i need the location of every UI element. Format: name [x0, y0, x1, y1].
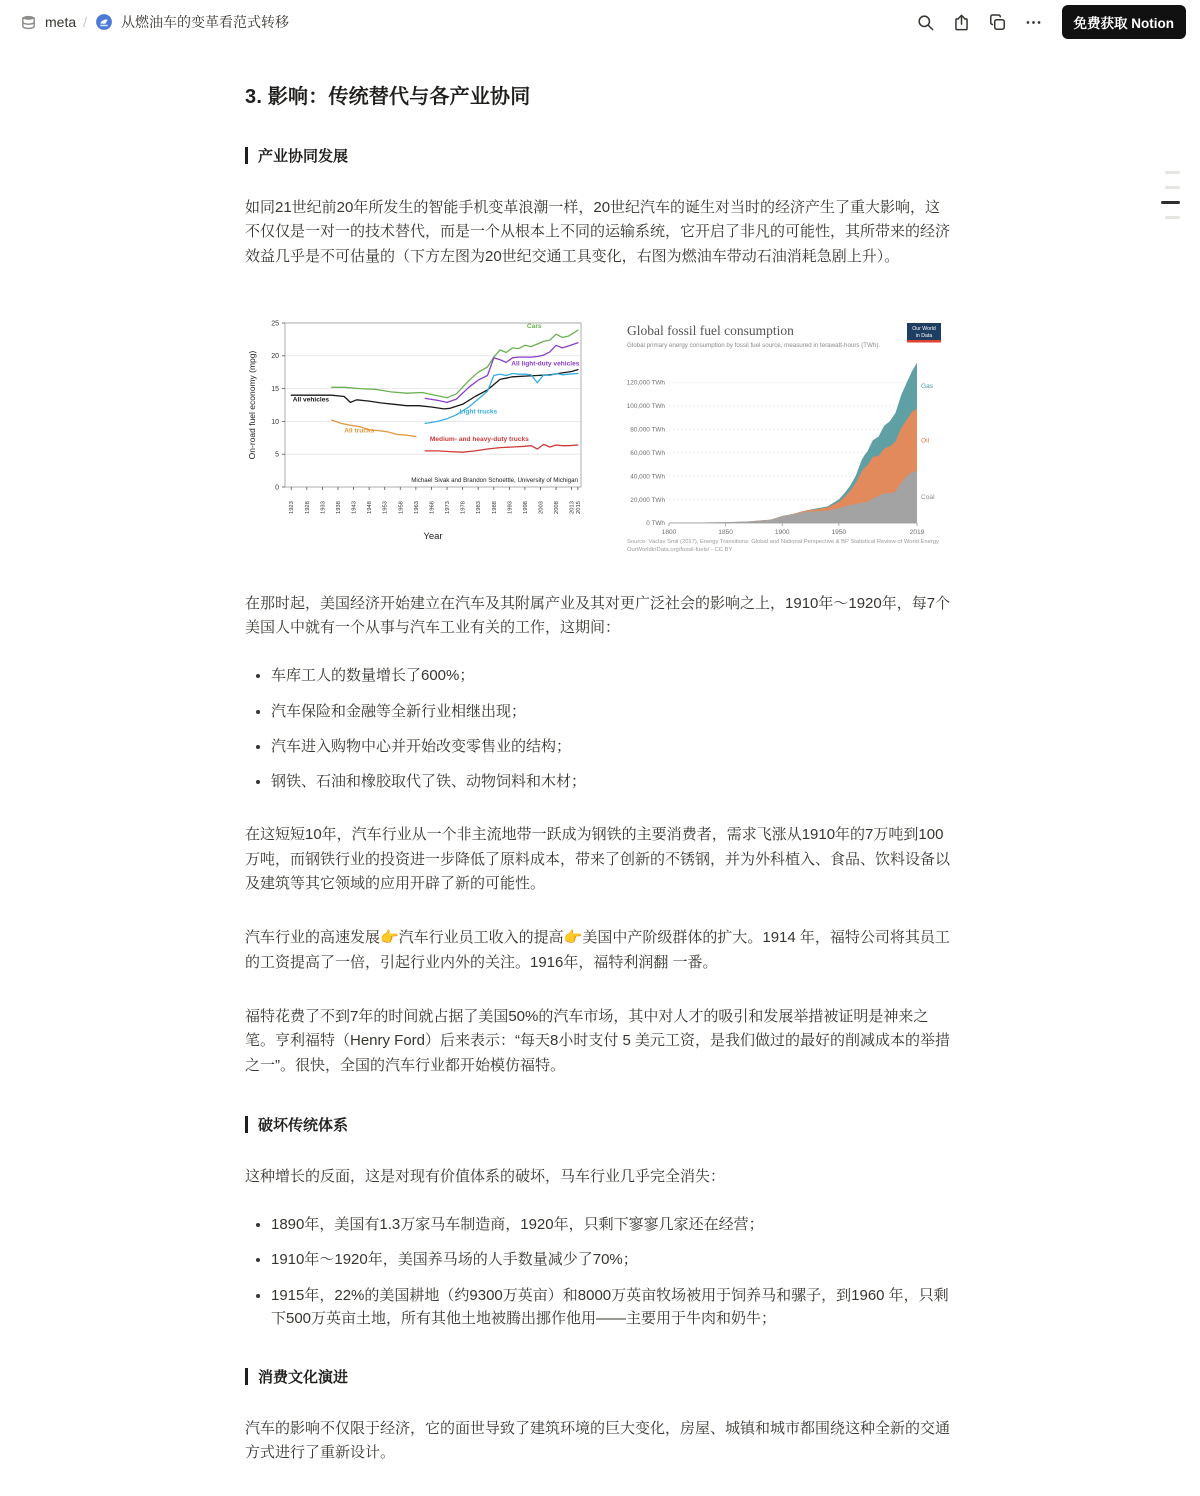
get-notion-button[interactable]: 免费获取 Notion: [1062, 5, 1187, 39]
svg-text:2008: 2008: [554, 500, 561, 514]
search-icon[interactable]: [916, 12, 936, 32]
list-item: • 车库工人的数量增长了600%；: [271, 664, 955, 687]
svg-text:1938: 1938: [335, 500, 342, 514]
svg-text:1998: 1998: [522, 500, 529, 514]
svg-text:1958: 1958: [398, 500, 405, 514]
svg-text:5: 5: [275, 451, 279, 459]
svg-text:1968: 1968: [429, 500, 436, 514]
svg-text:Gas: Gas: [921, 382, 934, 390]
svg-text:1953: 1953: [382, 500, 389, 514]
svg-text:2003: 2003: [538, 500, 545, 514]
paragraph: 这种增长的反面，这是对现有价值体系的破坏，马车行业几乎完全消失：: [245, 1167, 726, 1185]
list-item: • 汽车进入购物中心并开始改变零售业的结构；: [271, 735, 955, 758]
svg-text:2015: 2015: [575, 500, 582, 514]
svg-text:0: 0: [275, 484, 279, 492]
svg-text:10: 10: [271, 418, 279, 426]
page-heading: 3. 影响：传统替代与各产业协同: [245, 86, 531, 108]
toc-line-active[interactable]: [1161, 201, 1180, 204]
more-icon[interactable]: [1024, 12, 1044, 32]
svg-text:1948: 1948: [367, 500, 374, 514]
svg-text:1923: 1923: [289, 500, 296, 514]
svg-text:1973: 1973: [445, 500, 452, 514]
toc-line[interactable]: [1165, 171, 1180, 174]
svg-text:20,000 TWh: 20,000 TWh: [630, 496, 665, 504]
duplicate-icon[interactable]: [988, 12, 1008, 32]
paragraph: 福特花费了不到7年的时间就占据了美国50%的汽车市场，其中对人才的吸引和发展举措被证明是神来之笔。亨利福特（Henry Ford）后来表示：“每天8小时支付 5 美元工资，是我们做过的最好的削减成本的举措之一”。很快，全国的汽车行业都开始模仿福特。: [245, 1007, 951, 1074]
svg-text:1983: 1983: [476, 500, 483, 514]
svg-text:15: 15: [271, 385, 279, 393]
svg-text:OurWorldInData.org/fossil-fuel: OurWorldInData.org/fossil-fuels/ - CC BY: [627, 546, 733, 553]
toc-line[interactable]: [1165, 186, 1180, 189]
topbar: [0, 0, 1200, 44]
fossil-fuel-chart-image[interactable]: [619, 317, 949, 562]
svg-text:1928: 1928: [304, 500, 311, 514]
section-title-disruption: 破坏传统体系: [245, 1114, 955, 1135]
svg-text:1988: 1988: [491, 500, 498, 514]
svg-text:2013: 2013: [569, 500, 576, 514]
page-body: [245, 44, 955, 1496]
svg-text:1943: 1943: [351, 500, 358, 514]
svg-text:All light-duty vehicles: All light-duty vehicles: [511, 360, 580, 368]
paragraph: 汽车的影响不仅限于经济，它的面世导致了建筑环境的巨大变化，房屋、城镇和城市都围绕这种全新的交通方式进行了重新设计。: [245, 1420, 951, 1462]
paragraph: 汽车行业的高速发展👉汽车行业员工收入的提高👉美国中产阶级群体的扩大。1914 年，福特公司将其员工的工资提高了一倍，引起行业内外的关注。1916年，福特利润翻 一番。: [245, 929, 950, 971]
svg-text:80,000 TWh: 80,000 TWh: [630, 426, 665, 434]
svg-text:Coal: Coal: [921, 494, 935, 502]
svg-text:120,000 TWh: 120,000 TWh: [626, 379, 665, 387]
svg-text:Year: Year: [423, 530, 443, 542]
list-item: • 1890年，美国有1.3万家马车制造商，1920年，只剩下寥寥几家还在经营；: [271, 1213, 955, 1236]
bullet-list-horse-industry: [245, 1213, 955, 1330]
paragraph: 在这短短10年，汽车行业从一个非主流地带一跃成为钢铁的主要消费者，需求飞涨从1910年的7万吨到100万吨，而钢铁行业的投资进一步降低了原料成本，带来了创新的不锈钢，并为外科植入、食品、饮料设备以及建筑等其它领域的应用开辟了新的可能性。: [245, 826, 951, 893]
svg-text:Oil: Oil: [921, 437, 930, 445]
quote-bar: [245, 147, 248, 164]
breadcrumb: [18, 12, 289, 32]
svg-text:Light trucks: Light trucks: [459, 408, 498, 416]
svg-text:1933: 1933: [320, 500, 327, 514]
svg-text:Global primary energy consumpt: Global primary energy consumption by fossil fuel source, measured in terawatt-hours (TWh).: [627, 341, 881, 349]
breadcrumb-workspace[interactable]: meta: [45, 14, 77, 30]
svg-text:Michael Sivak and Brandon Scho: Michael Sivak and Brandon Schoettle, University of Michigan: [411, 476, 578, 484]
paragraph: 如同21世纪前20年所发生的智能手机变革浪潮一样，20世纪汽车的诞生对当时的经济产生了重大影响，这不仅仅是一对一的技术替代，而是一个从根本上不同的运输系统，它开启了非凡的可能性，其所带来的经济效益几乎是不可估量的（下方左图为20世纪交通工具变化，右图为燃油车带动石油消耗急剧上升）。: [245, 199, 951, 265]
svg-text:On-road fuel economy (mpg): On-road fuel economy (mpg): [247, 350, 257, 460]
paragraph: 在那时起，美国经济开始建立在汽车及其附属产业及其对更广泛社会的影响之上，1910年～1920年，每7个美国人中就有一个从事与汽车工业有关的工作，这期间：: [245, 594, 951, 637]
svg-text:All trucks: All trucks: [344, 427, 375, 435]
figure-row: [245, 317, 955, 562]
svg-text:40,000 TWh: 40,000 TWh: [630, 473, 665, 481]
section-title-industry-synergy: 产业协同发展: [245, 145, 955, 166]
list-item: • 1915年，22%的美国耕地（约9300万英亩）和8000万英亩牧场被用于饲养马和骡子，到1960 年，只剩下500万英亩土地，所有其他土地被腾出挪作他用——主要用于牛肉和奶牛；: [271, 1284, 955, 1331]
svg-text:1850: 1850: [718, 528, 733, 536]
list-item: • 钢铁、石油和橡胶取代了铁、动物饲料和木材；: [271, 770, 955, 793]
svg-text:1950: 1950: [831, 528, 847, 536]
quote-bar: [245, 1368, 248, 1385]
list-item: • 1910年～1920年，美国养马场的人手数量减少了70%；: [271, 1248, 955, 1271]
database-icon: [18, 12, 38, 32]
toc-line[interactable]: [1165, 216, 1180, 219]
svg-text:All vehicles: All vehicles: [292, 396, 330, 404]
svg-text:in Data: in Data: [915, 332, 933, 339]
svg-text:Source: Vaclav Smil (2017), En: Source: Vaclav Smil (2017), Energy Transitions: Global and National Perspective & BP Statistical Review of World Energy: [627, 538, 939, 545]
svg-text:60,000 TWh: 60,000 TWh: [630, 449, 665, 457]
svg-text:2019: 2019: [909, 528, 925, 536]
svg-text:0 TWh: 0 TWh: [646, 520, 665, 528]
fuel-economy-chart-image[interactable]: [245, 317, 585, 550]
toc-indicator: [1161, 171, 1180, 219]
svg-text:1963: 1963: [413, 500, 420, 514]
share-icon[interactable]: [952, 12, 972, 32]
section-title-consumer-culture: 消费文化演进: [245, 1366, 955, 1387]
svg-text:Medium- and heavy-duty trucks: Medium- and heavy-duty trucks: [429, 435, 529, 443]
svg-text:1900: 1900: [774, 528, 790, 536]
topbar-actions: [916, 5, 1187, 39]
list-item: • 汽车保险和金融等全新行业相继出现；: [271, 700, 955, 723]
svg-text:1993: 1993: [507, 500, 514, 514]
svg-text:Global fossil fuel consumption: Global fossil fuel consumption: [627, 322, 794, 338]
svg-text:100,000 TWh: 100,000 TWh: [626, 402, 665, 410]
page-icon: [94, 12, 114, 32]
svg-text:Cars: Cars: [526, 323, 542, 331]
quote-bar: [245, 1116, 248, 1133]
svg-text:1978: 1978: [460, 500, 467, 514]
bullet-list-auto-industry: [245, 664, 955, 793]
svg-text:25: 25: [271, 320, 279, 328]
svg-text:Our World: Our World: [912, 325, 936, 332]
breadcrumb-separator: /: [83, 14, 88, 30]
svg-text:20: 20: [271, 353, 279, 361]
svg-text:1800: 1800: [661, 528, 677, 536]
breadcrumb-page-title[interactable]: 从燃油车的变革看范式转移: [121, 14, 290, 30]
